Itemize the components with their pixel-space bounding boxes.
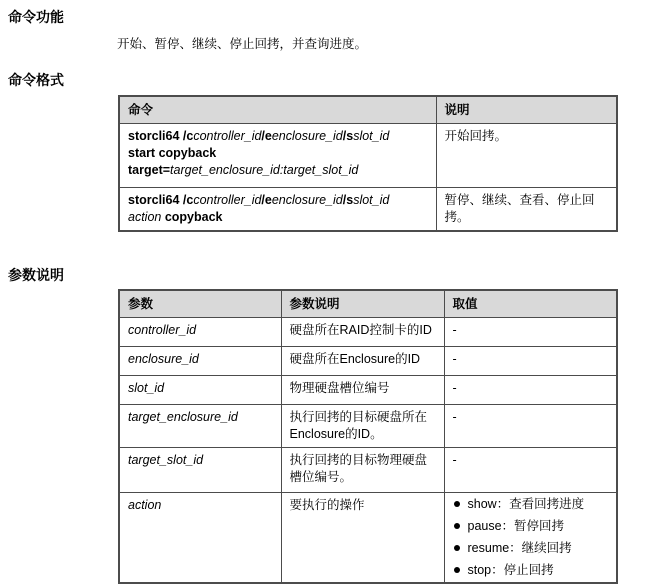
bullet-icon	[454, 501, 460, 507]
parameter-value-cell: -	[444, 376, 617, 405]
parameter-table-header-row	[119, 290, 617, 318]
command-syntax-line: action copyback	[128, 210, 223, 224]
parameter-value-cell: -	[444, 405, 617, 448]
command-table-row-start-copyback	[119, 124, 617, 188]
parameter-row-controller-id	[119, 318, 617, 347]
parameter-row-slot-id	[119, 376, 617, 405]
command-description-cell: 开始回拷。	[436, 124, 617, 188]
command-format-table	[118, 95, 618, 232]
column-header-parameter-description: 参数说明	[281, 290, 444, 318]
value-option: resume：继续回拷	[453, 541, 609, 556]
parameter-row-action	[119, 493, 617, 584]
bullet-icon	[454, 523, 460, 529]
value-option: pause：暂停回拷	[453, 519, 609, 534]
parameter-name-cell: target_slot_id	[119, 448, 281, 493]
section-heading-command-function: 命令功能	[8, 9, 64, 25]
parameter-value-cell: -	[444, 448, 617, 493]
command-syntax-cell	[119, 124, 436, 188]
bullet-icon	[454, 567, 460, 573]
command-syntax-cell	[119, 188, 436, 232]
parameter-description-cell: 硬盘所在Enclosure的ID	[281, 347, 444, 376]
column-header-value: 取值	[444, 290, 617, 318]
parameter-description-cell: 执行回拷的目标硬盘所在Enclosure的ID。	[281, 405, 444, 448]
parameter-name-cell: controller_id	[119, 318, 281, 347]
value-options-list	[453, 497, 609, 578]
command-syntax-line: storcli64 /ccontroller_id/eenclosure_id/sslot_id	[128, 193, 390, 207]
parameter-value-cell: -	[444, 318, 617, 347]
parameter-description-cell: 要执行的操作	[281, 493, 444, 584]
parameter-row-target-enclosure-id	[119, 405, 617, 448]
parameter-name-cell: enclosure_id	[119, 347, 281, 376]
parameter-row-enclosure-id	[119, 347, 617, 376]
column-header-command: 命令	[119, 96, 436, 124]
parameter-name-cell: action	[119, 493, 281, 584]
section-heading-command-format: 命令格式	[8, 72, 64, 88]
command-description-cell: 暂停、继续、查看、停止回拷。	[436, 188, 617, 232]
parameter-name-cell: target_enclosure_id	[119, 405, 281, 448]
command-table-row-action-copyback	[119, 188, 617, 232]
command-function-text: 开始、暂停、继续、停止回拷，并查询进度。	[117, 37, 368, 51]
column-header-parameter: 参数	[119, 290, 281, 318]
command-syntax-line: start copyback	[128, 146, 217, 160]
command-syntax-line: storcli64 /ccontroller_id/eenclosure_id/sslot_id	[128, 129, 390, 143]
parameter-value-cell	[444, 493, 617, 584]
value-option: stop：停止回拷	[453, 563, 609, 578]
parameter-name-cell: slot_id	[119, 376, 281, 405]
parameter-description-cell: 执行回拷的目标物理硬盘槽位编号。	[281, 448, 444, 493]
command-table-header-row	[119, 96, 617, 124]
parameter-table	[118, 289, 618, 584]
parameter-row-target-slot-id	[119, 448, 617, 493]
parameter-description-cell: 硬盘所在RAID控制卡的ID	[281, 318, 444, 347]
parameter-value-cell: -	[444, 347, 617, 376]
command-syntax-line: target=target_enclosure_id:target_slot_id	[128, 163, 359, 177]
section-heading-parameter-description: 参数说明	[8, 267, 64, 283]
column-header-description: 说明	[436, 96, 617, 124]
bullet-icon	[454, 545, 460, 551]
parameter-description-cell: 物理硬盘槽位编号	[281, 376, 444, 405]
value-option: show：查看回拷进度	[453, 497, 609, 512]
